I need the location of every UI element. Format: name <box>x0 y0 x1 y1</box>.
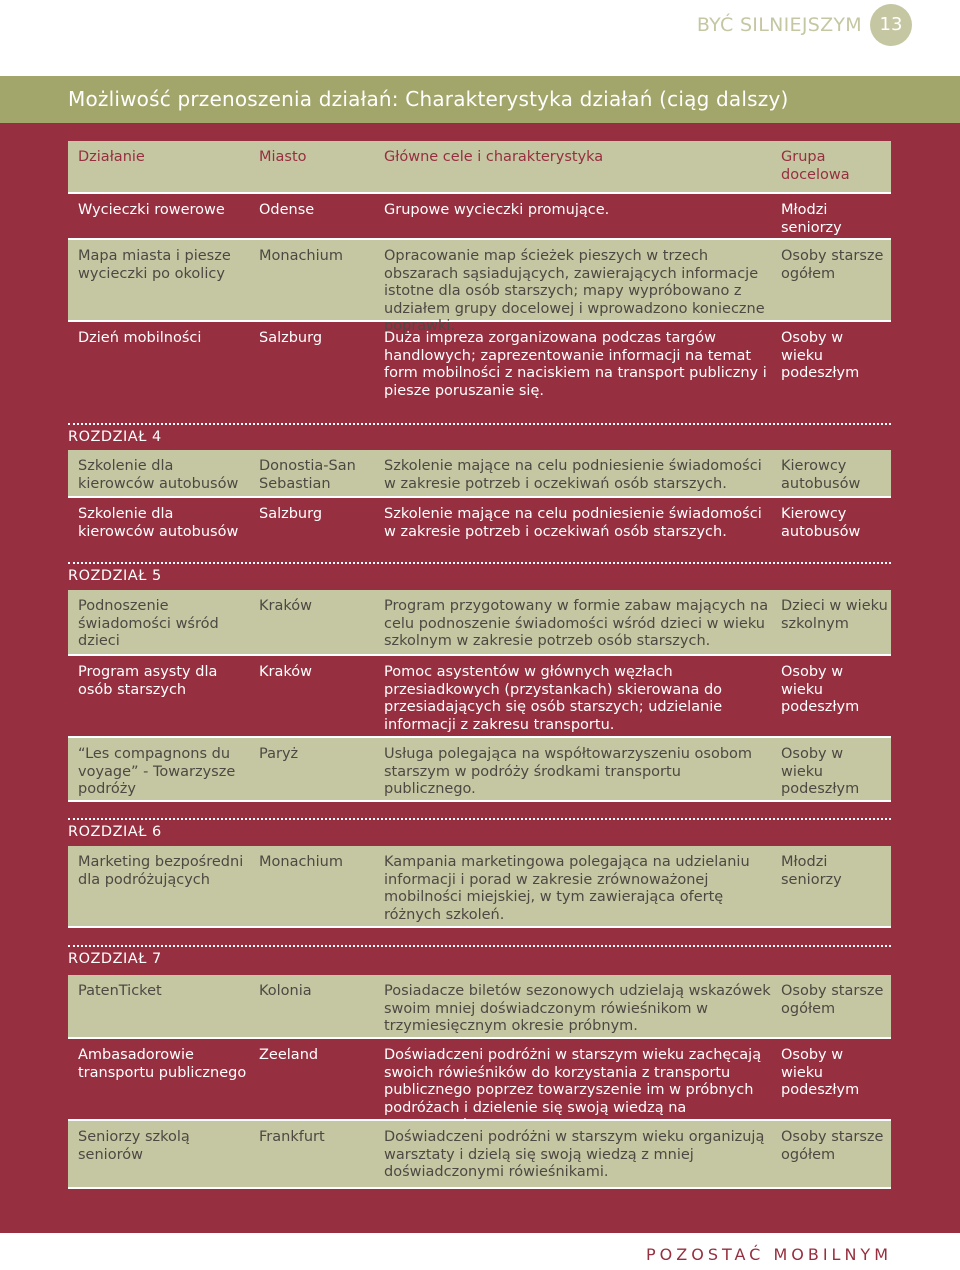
cell-action: Marketing bezpośredni dla podróżujących <box>78 854 244 888</box>
cell-target: Kierowcy autobusów <box>781 506 861 540</box>
cell-target: Osoby w wieku podeszłym <box>781 330 860 381</box>
cell-goals: Duża impreza zorganizowana podczas targów handlowych; zaprezentowanie informacji na temat form mobilności z naciskiem na transport publiczny i piesze poruszanie się. <box>384 330 767 399</box>
cell-target: Młodzi seniorzy <box>781 202 842 236</box>
cell-action: “Les compagnons du voyage” - Towarzysze podróży <box>78 746 236 797</box>
table-header <box>68 141 891 194</box>
cell-target: Młodzi seniorzy <box>781 854 842 888</box>
cell-target: Osoby w wieku podeszłym <box>781 1047 860 1098</box>
table-row <box>68 975 891 1039</box>
cell-city: Salzburg <box>259 330 323 346</box>
table-row <box>68 1039 891 1121</box>
cell-target: Dzieci w wieku szkolnym <box>781 598 888 632</box>
cell-goals: Opracowanie map ścieżek pieszych w trzech obszarach sąsiadujących, zawierających informacje istotne dla osób starszych; mapy wypróbowano z udziałem grupy docelowej i wprowadzono konieczne poprawki. <box>384 248 765 334</box>
page-footer <box>0 1233 960 1270</box>
cell-action: Mapa miasta i piesze wycieczki po okolicy <box>78 248 231 282</box>
cell-action: Szkolenie dla kierowców autobusów <box>78 458 239 492</box>
cell-city: Kraków <box>259 664 312 680</box>
table-row <box>68 322 891 410</box>
divider <box>68 818 891 820</box>
section-name: BYĆ SILNIEJSZYM <box>696 14 862 36</box>
cell-city: Paryż <box>259 746 299 762</box>
table-row <box>68 1121 891 1189</box>
cell-action: Seniorzy szkolą seniorów <box>78 1129 190 1163</box>
footer-label: POZOSTAĆ MOBILNYM <box>646 1245 892 1264</box>
col-header-city: Miasto <box>259 149 307 165</box>
cell-target: Osoby w wieku podeszłym <box>781 746 860 797</box>
cell-goals: Doświadczeni podróżni w starszym wieku zachęcają swoich rówieśników do korzystania z transportu publicznego poprzez towarzyszenie im w próbnych podróżach i dzielenie się swoją wiedzą na <box>384 1047 762 1116</box>
cell-city: Kolonia <box>259 983 312 999</box>
cell-goals: Doświadczeni podróżni w starszym wieku organizują warsztaty i dzielą się swoją wiedzą z mniej doświadczonymi rówieśnikami. <box>384 1129 765 1180</box>
cell-city: Frankfurt <box>259 1129 325 1145</box>
page-title: Możliwość przenoszenia działań: Charakterystyka działań (ciąg dalszy) <box>68 87 789 111</box>
cell-target: Osoby starsze ogółem <box>781 248 884 282</box>
cell-action: Dzień mobilności <box>78 330 202 346</box>
cell-goals: Usługa polegająca na współtowarzyszeniu osobom starszym w podróży środkami transportu publicznego. <box>384 746 753 797</box>
cell-goals: Pomoc asystentów w głównych węzłach przesiadkowych (przystankach) skierowana do przesiadających się osób starszych; udzielanie informacji z zakresu transportu. <box>384 664 723 733</box>
table-row <box>68 498 891 554</box>
cell-action: Ambasadorowie transportu publicznego <box>78 1047 247 1081</box>
table-row <box>68 846 891 928</box>
page-header <box>0 0 960 76</box>
chapter-label: ROZDZIAŁ 4 <box>68 429 162 445</box>
cell-goals: Szkolenie mające na celu podniesienie świadomości w zakresie potrzeb i oczekiwań osób starszych. <box>384 506 762 540</box>
cell-city: Zeeland <box>259 1047 319 1063</box>
table-row <box>68 738 891 802</box>
cell-action: Szkolenie dla kierowców autobusów <box>78 506 239 540</box>
cell-city: Kraków <box>259 598 312 614</box>
cell-city: Odense <box>259 202 315 218</box>
col-header-goals: Główne cele i charakterystyka <box>384 149 604 165</box>
cell-city: Monachium <box>259 854 343 870</box>
table-row <box>68 656 891 738</box>
cell-target: Kierowcy autobusów <box>781 458 861 492</box>
cell-action: PatenTicket <box>78 983 162 999</box>
chapter-label: ROZDZIAŁ 5 <box>68 568 162 584</box>
chapter-label: ROZDZIAŁ 7 <box>68 951 162 967</box>
cell-city: Donostia-San Sebastian <box>259 458 356 492</box>
cell-goals: Program przygotowany w formie zabaw mających na celu podnoszenie świadomości wśród dzieci w wieku szkolnym w zakresie potrzeb osób starszych. <box>384 598 769 649</box>
cell-target: Osoby starsze ogółem <box>781 983 884 1017</box>
table-row <box>68 194 891 240</box>
chapter-label: ROZDZIAŁ 6 <box>68 824 162 840</box>
table-row <box>68 590 891 656</box>
cell-action: Podnoszenie świadomości wśród dzieci <box>78 598 219 649</box>
divider <box>68 945 891 947</box>
cell-goals: Kampania marketingowa polegająca na udzielaniu informacji i porad w zakresie zrównoważonej mobilności miejskiej, w tym zawierająca ofertę różnych szkoleń. <box>384 854 750 923</box>
cell-action: Program asysty dla osób starszych <box>78 664 218 698</box>
col-header-target: Grupa docelowa <box>781 149 850 183</box>
table-row <box>68 450 891 498</box>
cell-goals: Posiadacze biletów sezonowych udzielają wskazówek swoim mniej doświadczonym rówieśnikom w trzymiesięcznym okresie próbnym. <box>384 983 771 1034</box>
divider <box>68 562 891 564</box>
title-band <box>0 76 960 123</box>
cell-city: Salzburg <box>259 506 323 522</box>
cell-goals: Grupowe wycieczki promujące. <box>384 202 610 218</box>
cell-action: Wycieczki rowerowe <box>78 202 225 218</box>
divider <box>68 423 891 425</box>
cell-city: Monachium <box>259 248 343 264</box>
table-row <box>68 240 891 334</box>
cell-target: Osoby starsze ogółem <box>781 1129 884 1163</box>
cell-target: Osoby w wieku podeszłym <box>781 664 860 715</box>
col-header-action: Działanie <box>78 149 145 165</box>
cell-goals: Szkolenie mające na celu podniesienie świadomości w zakresie potrzeb i oczekiwań osób starszych. <box>384 458 762 492</box>
page-number: 13 <box>870 4 912 46</box>
